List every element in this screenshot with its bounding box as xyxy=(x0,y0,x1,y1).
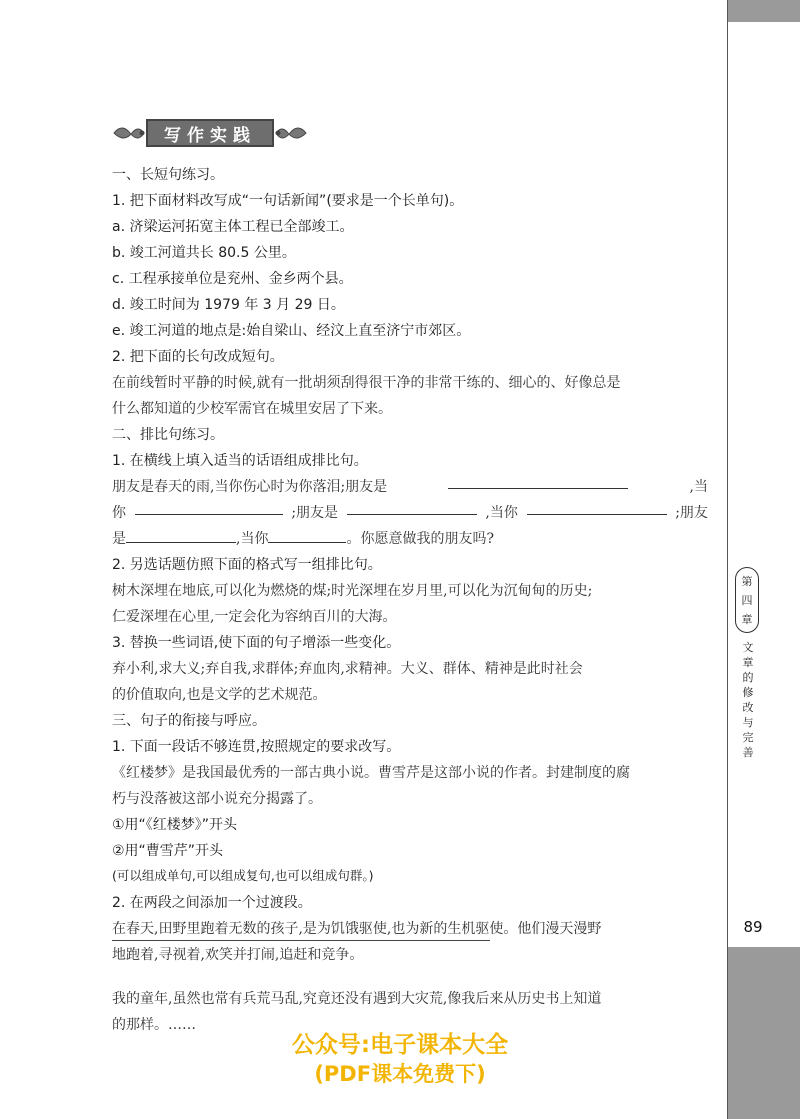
chapter-title-char: 修 xyxy=(742,686,754,699)
example-paragraph: 什么都知道的少校军需官在城里安居了下来。 xyxy=(112,401,392,417)
exercise-instruction: 2. 把下面的长句改成短句。 xyxy=(112,349,284,365)
chapter-title-char: 文 xyxy=(742,641,754,654)
example-paragraph: 《红楼梦》是我国最优秀的一部古典小说。曹雪芹是这部小说的作者。封建制度的腐 xyxy=(112,765,630,781)
requirement-item: ①用“《红楼梦》”开头 xyxy=(112,817,238,833)
watermark-line: (PDF课本免费下) xyxy=(314,1062,486,1086)
blank-input-line[interactable] xyxy=(448,476,628,489)
blank-text: ;朋友 xyxy=(675,505,708,521)
example-paragraph: 我的童年,虽然也常有兵荒马乱,究竟还没有遇到大灾荒,像我后来从历史书上知道 xyxy=(112,991,602,1007)
chapter-title-char: 的 xyxy=(742,671,754,684)
answer-line[interactable] xyxy=(112,940,490,941)
side-top-band xyxy=(728,0,800,22)
blank-text: ;朋友是 xyxy=(291,505,339,521)
material-item: e. 竣工河道的地点是:始自梁山、经汶上直至济宁市郊区。 xyxy=(112,323,471,339)
side-tab-column xyxy=(727,0,800,1119)
example-paragraph: 地跑着,寻视着,欢笑并打闹,追赶和竞争。 xyxy=(112,947,364,963)
material-item: c. 工程承接单位是兖州、金乡两个县。 xyxy=(112,271,353,287)
material-item: b. 竣工河道共长 80.5 公里。 xyxy=(112,245,296,261)
chapter-badge xyxy=(735,567,759,633)
blank-text: 你 xyxy=(112,505,126,521)
requirement-note: (可以组成单句,可以组成复句,也可以组成句群。) xyxy=(112,868,374,883)
exercise-instruction: 2. 另选话题仿照下面的格式写一组排比句。 xyxy=(112,557,382,573)
example-paragraph: 弃小利,求大义;弃自我,求群体;弃血肉,求精神。大义、群体、精神是此时社会 xyxy=(112,661,583,677)
blank-input-line[interactable] xyxy=(126,530,236,543)
example-paragraph: 在春天,田野里跑着无数的孩子,是为饥饿驱使,也为新的生机驱使。他们漫天漫野 xyxy=(112,921,602,937)
material-item: a. 济梁运河拓宽主体工程已全部竣工。 xyxy=(112,219,354,235)
example-paragraph: 的那样。…… xyxy=(112,1017,196,1033)
example-paragraph: 树木深埋在地底,可以化为燃烧的煤;时光深埋在岁月里,可以化为沉甸甸的历史; xyxy=(112,583,593,599)
example-paragraph: 在前线暂时平静的时候,就有一批胡须刮得很干净的非常干练的、细心的、好像总是 xyxy=(112,375,621,391)
chapter-title-char: 改 xyxy=(742,701,754,714)
blank-input-line[interactable] xyxy=(347,502,477,515)
blank-input-line[interactable] xyxy=(527,502,667,515)
blank-text: 是 xyxy=(112,531,126,547)
chapter-badge-char: 章 xyxy=(741,612,753,626)
section-banner xyxy=(112,117,308,149)
blank-input-line[interactable] xyxy=(135,502,283,515)
blank-text: ,当 xyxy=(689,479,708,495)
example-paragraph: 朽与没落被这部小说充分揭露了。 xyxy=(112,791,322,807)
heading-long-short: 一、长短句练习。 xyxy=(112,167,224,183)
blank-text: 。你愿意做我的朋友吗? xyxy=(346,531,494,547)
chapter-title-char: 善 xyxy=(742,746,754,759)
blank-text: ,当你 xyxy=(485,505,518,521)
fill-blank-line xyxy=(112,476,708,496)
heading-cohesion: 三、句子的衔接与呼应。 xyxy=(112,713,266,729)
exercise-instruction: 1. 把下面材料改写成“一句话新闻”(要求是一个长单句)。 xyxy=(112,193,464,209)
chapter-title xyxy=(739,640,757,760)
exercise-instruction: 1. 下面一段话不够连贯,按照规定的要求改写。 xyxy=(112,739,401,755)
exercise-instruction: 3. 替换一些词语,使下面的句子增添一些变化。 xyxy=(112,635,401,651)
example-paragraph: 的价值取向,也是文学的艺术规范。 xyxy=(112,687,327,703)
watermark xyxy=(0,1030,800,1088)
chapter-title-char: 与 xyxy=(742,716,754,729)
example-paragraph: 仁爱深埋在心里,一定会化为容纳百川的大海。 xyxy=(112,609,397,625)
fill-blank-line xyxy=(112,502,708,522)
section-title: 写作实践 xyxy=(164,125,256,146)
fill-blank-line xyxy=(112,528,708,548)
heading-parallelism: 二、排比句练习。 xyxy=(112,427,224,443)
blank-input-line[interactable] xyxy=(268,530,346,543)
page-number: 89 xyxy=(743,918,763,936)
chapter-title-char: 章 xyxy=(742,656,754,669)
watermark-line: 公众号:电子课本大全 xyxy=(291,1032,509,1058)
material-item: d. 竣工时间为 1979 年 3 月 29 日。 xyxy=(112,297,345,313)
requirement-item: ②用“曹雪芹”开头 xyxy=(112,843,224,859)
blank-text: ,当你 xyxy=(236,531,269,547)
chapter-badge-char: 四 xyxy=(741,593,753,607)
chapter-title-char: 完 xyxy=(742,731,754,744)
blank-text: 朋友是春天的雨,当你伤心时为你落泪;朋友是 xyxy=(112,479,388,495)
chapter-badge-char: 第 xyxy=(741,574,753,588)
left-ornament-icon xyxy=(112,121,146,145)
exercise-instruction: 2. 在两段之间添加一个过渡段。 xyxy=(112,895,312,911)
exercise-instruction: 1. 在横线上填入适当的话语组成排比句。 xyxy=(112,453,368,469)
right-ornament-icon xyxy=(274,121,308,145)
